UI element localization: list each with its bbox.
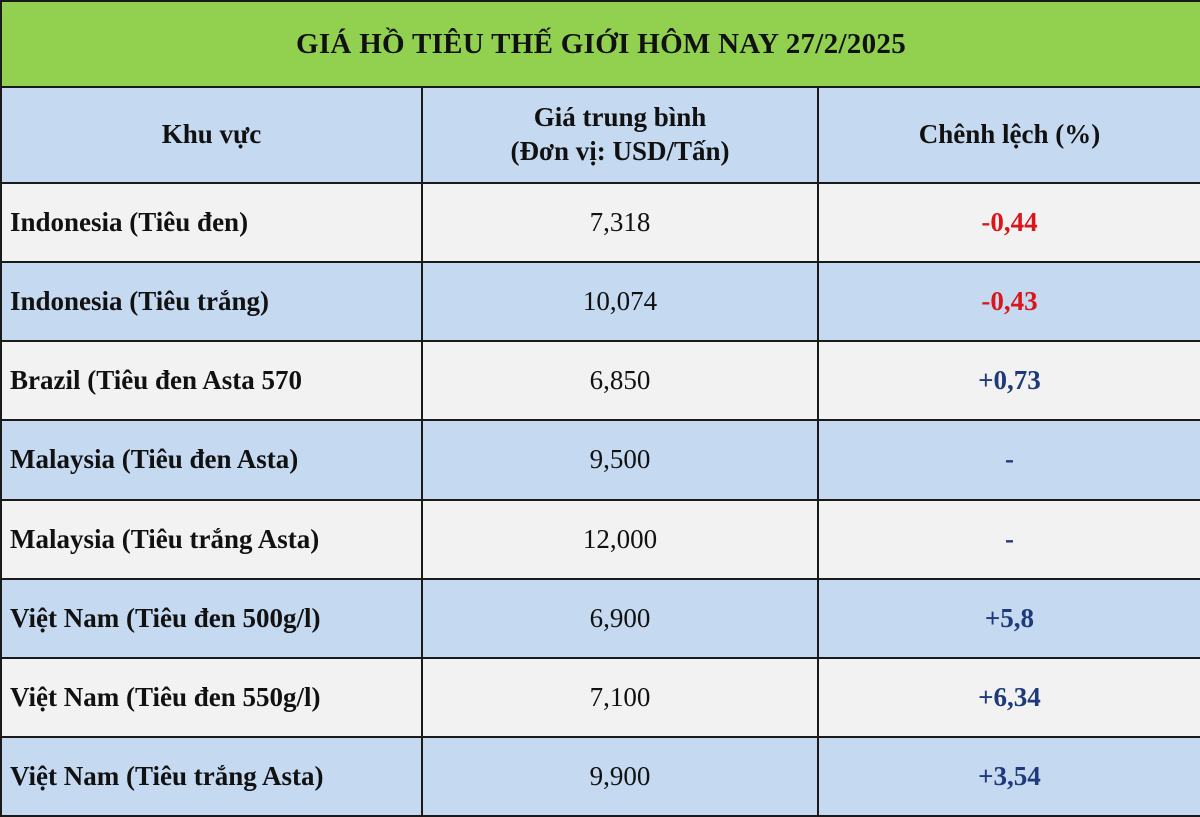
region-cell: Brazil (Tiêu đen Asta 570 bbox=[1, 341, 422, 420]
region-cell: Việt Nam (Tiêu trắng Asta) bbox=[1, 737, 422, 816]
table-row bbox=[1, 579, 1200, 658]
title-row bbox=[1, 1, 1200, 87]
region-cell: Malaysia (Tiêu trắng Asta) bbox=[1, 500, 422, 579]
column-header-price bbox=[422, 87, 818, 183]
price-cell: 7,100 bbox=[422, 658, 818, 737]
column-header-price-line2: (Đơn vị: USD/Tấn) bbox=[510, 136, 730, 166]
change-cell: -0,43 bbox=[818, 262, 1200, 341]
table-row bbox=[1, 183, 1200, 262]
table-row bbox=[1, 737, 1200, 816]
price-cell: 6,900 bbox=[422, 579, 818, 658]
region-cell: Việt Nam (Tiêu đen 500g/l) bbox=[1, 579, 422, 658]
change-cell: +3,54 bbox=[818, 737, 1200, 816]
region-cell: Việt Nam (Tiêu đen 550g/l) bbox=[1, 658, 422, 737]
table-title: GIÁ HỒ TIÊU THẾ GIỚI HÔM NAY 27/2/2025 bbox=[1, 1, 1200, 87]
table-row bbox=[1, 420, 1200, 499]
region-cell: Malaysia (Tiêu đen Asta) bbox=[1, 420, 422, 499]
column-header-change: Chênh lệch (%) bbox=[818, 87, 1200, 183]
price-cell: 9,500 bbox=[422, 420, 818, 499]
table-row bbox=[1, 658, 1200, 737]
change-cell: +0,73 bbox=[818, 341, 1200, 420]
region-cell: Indonesia (Tiêu trắng) bbox=[1, 262, 422, 341]
column-header-price-line1: Giá trung bình bbox=[533, 102, 707, 133]
change-cell: +6,34 bbox=[818, 658, 1200, 737]
change-cell: +5,8 bbox=[818, 579, 1200, 658]
price-cell: 7,318 bbox=[422, 183, 818, 262]
change-cell: - bbox=[818, 420, 1200, 499]
region-cell: Indonesia (Tiêu đen) bbox=[1, 183, 422, 262]
column-header-region: Khu vực bbox=[1, 87, 422, 183]
table-row bbox=[1, 500, 1200, 579]
price-cell: 10,074 bbox=[422, 262, 818, 341]
price-cell: 9,900 bbox=[422, 737, 818, 816]
price-cell: 6,850 bbox=[422, 341, 818, 420]
table-row bbox=[1, 341, 1200, 420]
header-row bbox=[1, 87, 1200, 183]
change-cell: - bbox=[818, 500, 1200, 579]
price-cell: 12,000 bbox=[422, 500, 818, 579]
change-cell: -0,44 bbox=[818, 183, 1200, 262]
table-row bbox=[1, 262, 1200, 341]
